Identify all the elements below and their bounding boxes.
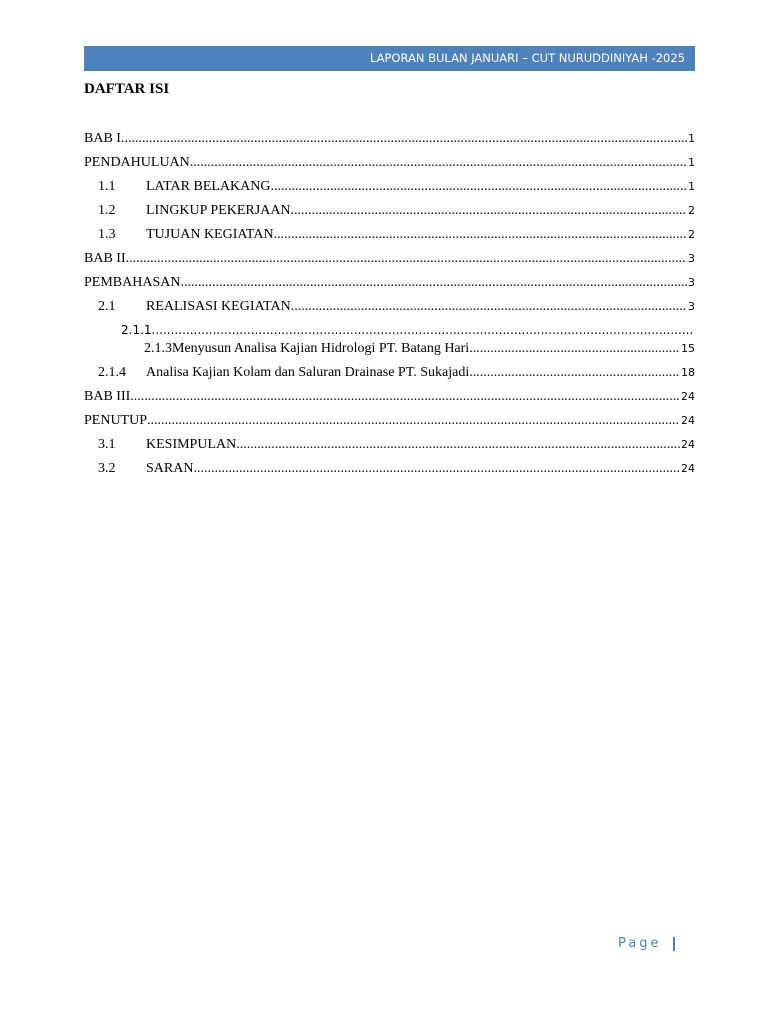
- toc-page-number: 24: [681, 462, 695, 475]
- toc-entry-text: BAB I: [84, 131, 121, 146]
- toc-entry-2-1-3[interactable]: [144, 340, 695, 358]
- toc-page-number: 24: [681, 438, 695, 451]
- toc-page-number: 1: [688, 156, 695, 169]
- toc-entry-pembahasan[interactable]: [84, 274, 695, 292]
- toc-entry-bab-1[interactable]: [84, 130, 695, 148]
- toc-entry-number: 3.1: [98, 437, 116, 452]
- toc-leader: [152, 321, 692, 339]
- toc-page-number: 15: [681, 342, 695, 355]
- toc-entry-text: TUJUAN KEGIATAN: [146, 227, 274, 242]
- toc-entry-text: BAB II: [84, 251, 126, 266]
- toc-leader: [130, 388, 680, 406]
- toc-entry-pendahuluan[interactable]: [84, 154, 695, 172]
- toc-entry-text: BAB III: [84, 389, 131, 404]
- toc-entry-1-3[interactable]: [98, 226, 695, 244]
- header-text: LAPORAN BULAN JANUARI – CUT NURUDDINIYAH -2025: [369, 51, 685, 65]
- toc-leader: [147, 412, 680, 430]
- toc-entry-number: 3.2: [98, 461, 116, 476]
- toc-leader: [469, 364, 680, 382]
- toc-entry-1-1[interactable]: [98, 178, 695, 196]
- toc-page-number: 3: [688, 300, 695, 313]
- toc-entry-text: PEMBAHASAN: [84, 275, 181, 290]
- toc-entry-bab-3[interactable]: [84, 388, 695, 406]
- toc-page-number: 2: [688, 204, 695, 217]
- toc-entry-text: LINGKUP PEKERJAAN: [146, 203, 291, 218]
- toc-page-number: 24: [681, 390, 695, 403]
- page-footer-label: Page: [618, 936, 662, 951]
- toc-page-number: 24: [681, 414, 695, 427]
- toc-entry-2-1[interactable]: [98, 298, 695, 316]
- toc-entry-text: REALISASI KEGIATAN: [146, 299, 291, 314]
- toc-entry-text: PENUTUP: [84, 413, 148, 428]
- toc-entry-number: 1.1: [98, 179, 116, 194]
- toc-entry-text: Analisa Kajian Kolam dan Saluran Drainase PT. Sukajadi: [146, 365, 470, 380]
- toc-entry-number: 2.1: [98, 299, 116, 314]
- toc-leader: [190, 154, 687, 172]
- toc-entry-text: LATAR BELAKANG: [146, 179, 271, 194]
- toc-entry-2-1-4[interactable]: [98, 364, 695, 382]
- toc-leader: [180, 274, 687, 292]
- toc-entry-text: 2.1.3Menyusun Analisa Kajian Hidrologi PT. Batang Hari: [144, 341, 470, 356]
- toc-leader: [236, 436, 680, 454]
- toc-entry-text: 2.1.1: [121, 323, 152, 337]
- toc-entry-1-2[interactable]: [98, 202, 695, 220]
- toc-leader: [274, 226, 687, 244]
- toc-entry-3-2[interactable]: [98, 460, 695, 478]
- toc-page-number: 18: [681, 366, 695, 379]
- toc-leader: [121, 130, 687, 148]
- toc-leader: [270, 178, 687, 196]
- toc-entry-penutup[interactable]: [84, 412, 695, 430]
- toc-leader: [469, 340, 680, 358]
- toc-entry-text: SARAN: [146, 461, 194, 476]
- toc-entry-number: 1.2: [98, 203, 116, 218]
- footer-separator: [673, 937, 675, 951]
- toc-leader: [126, 250, 687, 268]
- toc-entry-3-1[interactable]: [98, 436, 695, 454]
- toc-entry-text: PENDAHULUAN: [84, 155, 190, 170]
- page-header-bar: [84, 46, 695, 71]
- toc-page-number: 2: [688, 228, 695, 241]
- toc-entry-number: 1.3: [98, 227, 116, 242]
- toc-leader: [193, 460, 680, 478]
- toc-page-number: 1: [688, 180, 695, 193]
- toc-leader: [291, 202, 687, 220]
- toc-title: DAFTAR ISI: [84, 81, 170, 97]
- toc-page-number: 3: [688, 252, 695, 265]
- toc-entry-text: KESIMPULAN: [146, 437, 237, 452]
- toc-entry-number: 2.1.4: [98, 365, 126, 380]
- toc-entry-bab-2[interactable]: [84, 250, 695, 268]
- toc-leader: [291, 298, 687, 316]
- toc-page-number: 1: [688, 132, 695, 145]
- toc-entry-2-1-1[interactable]: [121, 321, 693, 339]
- toc-page-number: 3: [688, 276, 695, 289]
